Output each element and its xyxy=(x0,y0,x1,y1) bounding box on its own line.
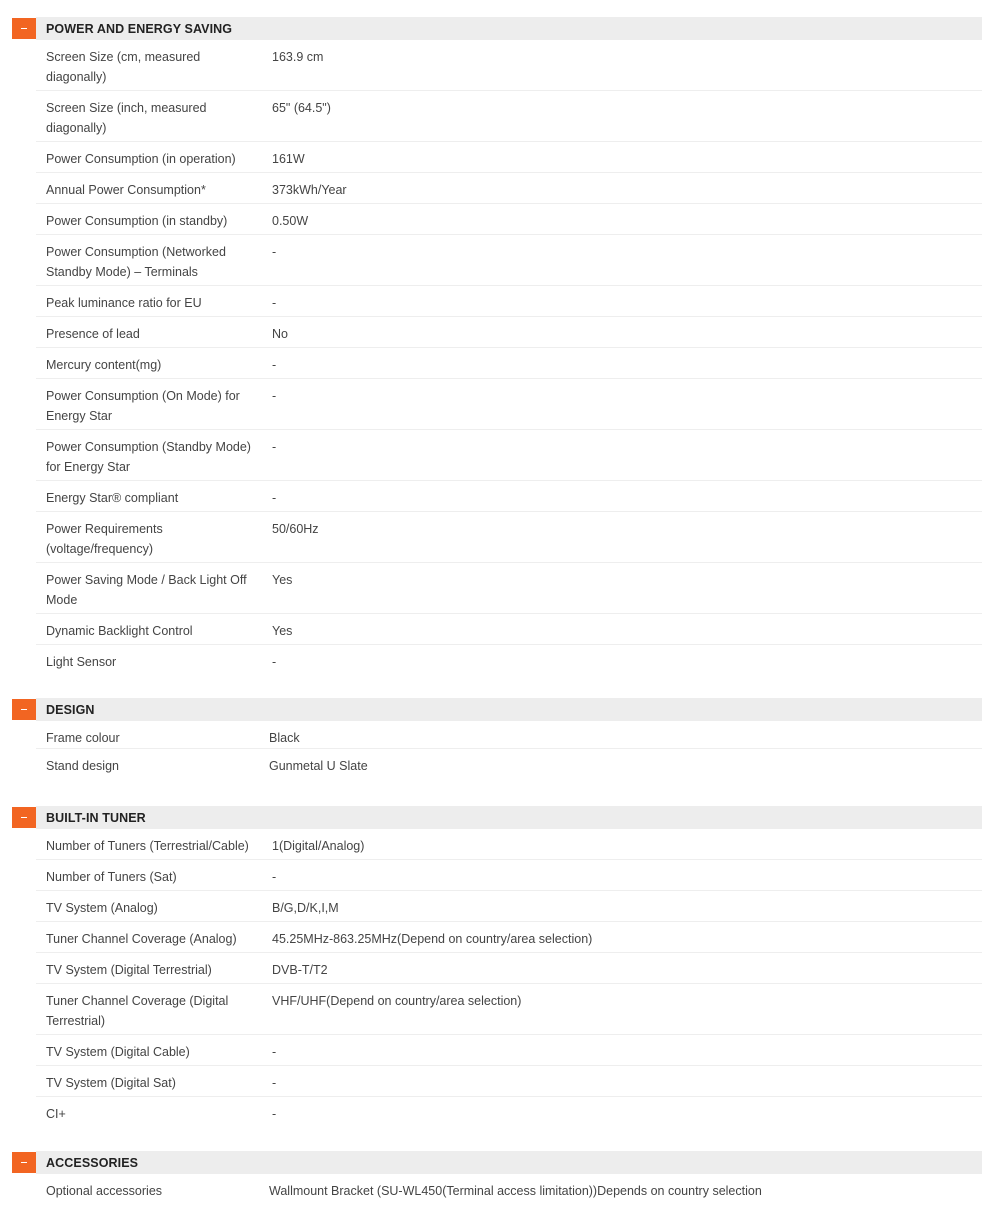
spec-row xyxy=(36,348,982,379)
section-header xyxy=(0,17,1000,40)
collapse-toggle-button[interactable] xyxy=(12,18,36,39)
spec-row xyxy=(36,891,982,922)
spec-value: 0.50W xyxy=(272,214,309,228)
spec-value: Wallmount Bracket (SU-WL450(Terminal access limitation))Depends on country selection xyxy=(269,1184,762,1198)
section-title: BUILT-IN TUNER xyxy=(46,811,146,825)
spec-value: 65" (64.5") xyxy=(272,101,331,115)
spec-label: Tuner Channel Coverage (Digital Terrestrial) xyxy=(46,994,229,1028)
spec-value: - xyxy=(272,1076,277,1090)
spec-label: Power Consumption (On Mode) for Energy Star xyxy=(46,389,240,423)
spec-row xyxy=(36,173,982,204)
spec-row xyxy=(36,1097,982,1127)
section-header xyxy=(0,806,1000,829)
spec-value: Yes xyxy=(272,573,293,587)
spec-row xyxy=(36,379,982,430)
spec-label: Power Consumption (Networked Standby Mode) – Terminals xyxy=(46,245,226,279)
spec-value: - xyxy=(272,296,277,310)
section-title: DESIGN xyxy=(46,703,95,717)
spec-value: Black xyxy=(269,731,300,745)
spec-label: Power Requirements (voltage/frequency) xyxy=(46,522,163,556)
spec-row xyxy=(36,142,982,173)
spec-label: Mercury content(mg) xyxy=(46,358,162,372)
spec-rows xyxy=(0,829,1000,1127)
spec-label: Dynamic Backlight Control xyxy=(46,624,193,638)
spec-label: TV System (Digital Terrestrial) xyxy=(46,963,212,977)
spec-value: Yes xyxy=(272,624,293,638)
spec-label: Frame colour xyxy=(46,731,120,745)
spec-row xyxy=(36,721,982,749)
spec-label: TV System (Digital Sat) xyxy=(46,1076,176,1090)
spec-label: Power Consumption (Standby Mode) for Energy Star xyxy=(46,440,251,474)
spec-value: - xyxy=(272,1107,277,1121)
spec-label: Number of Tuners (Sat) xyxy=(46,870,177,884)
spec-value: No xyxy=(272,327,288,341)
spec-label: Tuner Channel Coverage (Analog) xyxy=(46,932,237,946)
spec-row xyxy=(36,563,982,614)
spec-value: - xyxy=(272,440,277,454)
spec-row xyxy=(36,922,982,953)
spec-value: B/G,D/K,I,M xyxy=(272,901,339,915)
section-header xyxy=(0,1151,1000,1174)
collapse-toggle-button[interactable] xyxy=(12,699,36,720)
section-accessories xyxy=(0,1151,1000,1201)
spec-row xyxy=(36,430,982,481)
spec-row xyxy=(36,481,982,512)
spec-rows xyxy=(0,40,1000,675)
section-header-bar xyxy=(36,698,982,721)
spec-row xyxy=(36,860,982,891)
spec-row xyxy=(36,91,982,142)
spec-row xyxy=(36,749,982,779)
section-header xyxy=(0,698,1000,721)
spec-label: Peak luminance ratio for EU xyxy=(46,296,202,310)
spec-value: DVB-T/T2 xyxy=(272,963,328,977)
collapse-toggle-button[interactable] xyxy=(12,807,36,828)
spec-row xyxy=(36,40,982,91)
spec-label: Power Consumption (in standby) xyxy=(46,214,228,228)
spec-label: TV System (Analog) xyxy=(46,901,158,915)
section-header-bar xyxy=(36,1151,982,1174)
spec-row xyxy=(36,614,982,645)
spec-label: Optional accessories xyxy=(46,1184,163,1198)
spec-row xyxy=(36,829,982,860)
spec-label: Energy Star® compliant xyxy=(46,491,179,505)
spec-label: Power Saving Mode / Back Light Off Mode xyxy=(46,573,247,607)
collapse-toggle-button[interactable] xyxy=(12,1152,36,1173)
spec-rows xyxy=(0,1174,1000,1201)
spec-row xyxy=(36,235,982,286)
spec-value: 373kWh/Year xyxy=(272,183,347,197)
section-power-and-energy-saving xyxy=(0,17,1000,675)
spec-label: Screen Size (cm, measured diagonally) xyxy=(46,50,201,84)
spec-label: Annual Power Consumption* xyxy=(46,183,206,197)
spec-row xyxy=(36,512,982,563)
section-title: ACCESSORIES xyxy=(46,1156,139,1170)
spec-label: CI+ xyxy=(46,1107,66,1121)
spec-label: TV System (Digital Cable) xyxy=(46,1045,190,1059)
section-built-in-tuner xyxy=(0,806,1000,1127)
spec-value: VHF/UHF(Depend on country/area selection) xyxy=(272,994,522,1008)
spec-value: 1(Digital/Analog) xyxy=(272,839,365,853)
spec-rows xyxy=(0,721,1000,779)
spec-value: - xyxy=(272,358,277,372)
section-header-bar xyxy=(36,17,982,40)
spec-value: 50/60Hz xyxy=(272,522,319,536)
spec-label: Power Consumption (in operation) xyxy=(46,152,236,166)
spec-row xyxy=(36,1174,982,1201)
spec-value: - xyxy=(272,870,277,884)
spec-label: Screen Size (inch, measured diagonally) xyxy=(46,101,207,135)
section-title: POWER AND ENERGY SAVING xyxy=(46,22,233,36)
spec-value: - xyxy=(272,1045,277,1059)
spec-label: Light Sensor xyxy=(46,655,117,669)
spec-row xyxy=(36,1066,982,1097)
spec-value: Gunmetal U Slate xyxy=(269,759,368,773)
spec-row xyxy=(36,645,982,675)
spec-row xyxy=(36,953,982,984)
spec-label: Presence of lead xyxy=(46,327,140,341)
spec-row xyxy=(36,1035,982,1066)
spec-value: - xyxy=(272,389,277,403)
spec-value: - xyxy=(272,655,277,669)
spec-value: - xyxy=(272,491,277,505)
spec-value: 161W xyxy=(272,152,305,166)
section-design xyxy=(0,698,1000,779)
spec-row xyxy=(36,286,982,317)
spec-value: 45.25MHz-863.25MHz(Depend on country/area selection) xyxy=(272,932,593,946)
spec-label: Number of Tuners (Terrestrial/Cable) xyxy=(46,839,249,853)
spec-row xyxy=(36,317,982,348)
spec-value: 163.9 cm xyxy=(272,50,324,64)
spec-value: - xyxy=(272,245,277,259)
spec-row xyxy=(36,204,982,235)
spec-label: Stand design xyxy=(46,759,119,773)
section-header-bar xyxy=(36,806,982,829)
spec-row xyxy=(36,984,982,1035)
